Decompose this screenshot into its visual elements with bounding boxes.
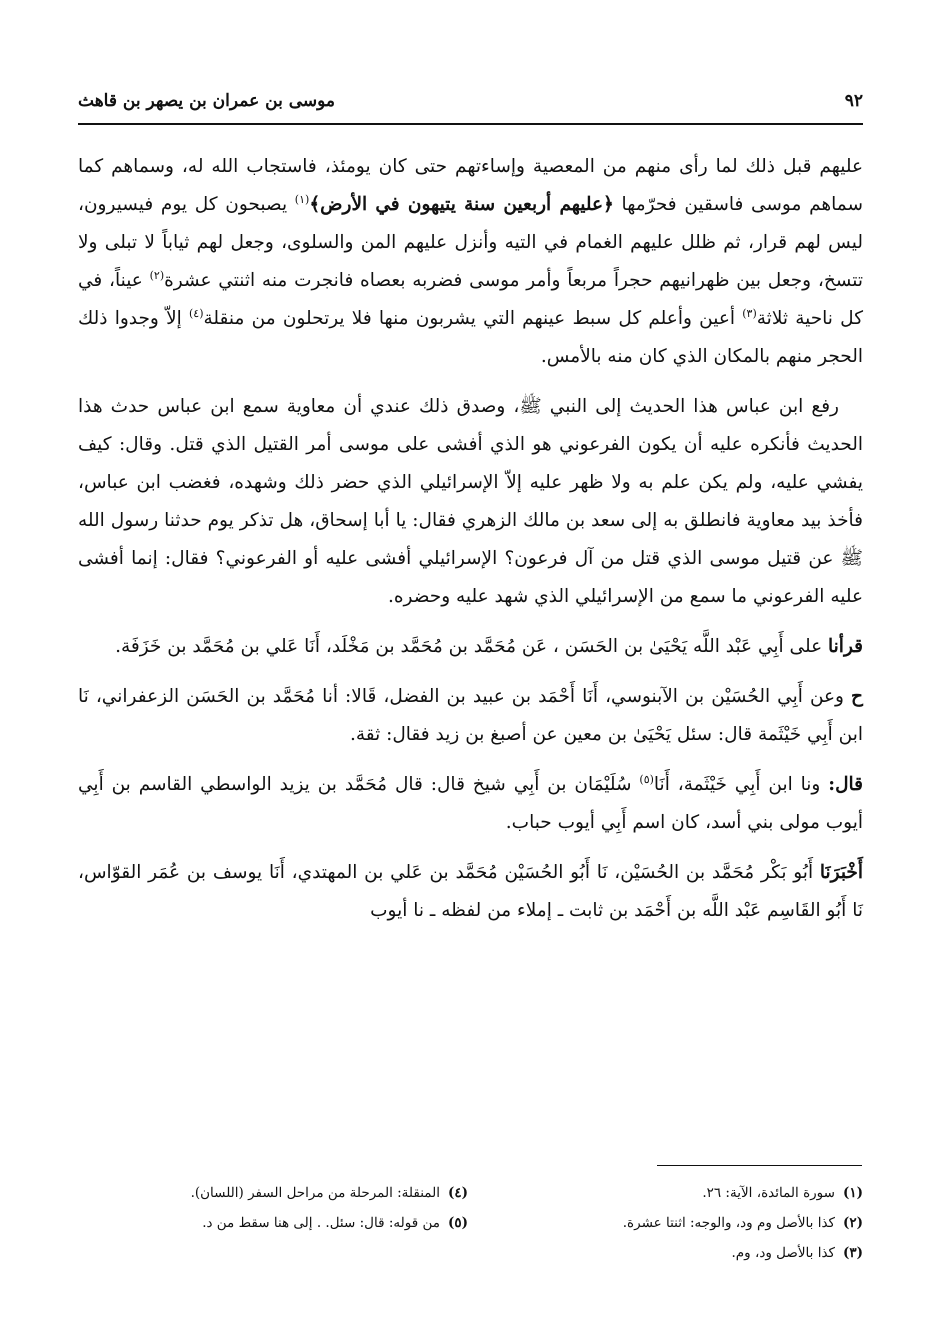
footnote-ref: (١) (294, 192, 310, 206)
footnotes (78, 1178, 863, 1268)
paragraph-text: يصبحون كل يوم فيسيرون، ليس لهم قرار، ثم ظلل عليهم الغمام في التيه وأنزل عليهم المن والسلوى، وجعل لهم ثياباً لا تبلى ولا تتسخ، وجعل بين ظهرانيهم حجراً مربعاً وأمر موسى فضربه بعصاه فانجرت منه اثنتي عشرة (78, 194, 864, 291)
footnote-text: كذا بالأصل وم ود، والوجه: اثنتا عشرة. (622, 1215, 835, 1231)
paragraph-lead-word: قال: (828, 774, 863, 795)
paragraph (78, 148, 863, 376)
main-text (78, 148, 863, 942)
paragraph-text: أعين وأعلم كل سبط عينهم التي يشربون منها فلا يرتحلون من منقلة (203, 308, 743, 329)
footnotes-right-column (473, 1178, 863, 1268)
paragraph-lead-word: ح (851, 686, 863, 707)
footnote-ref: (٥) (639, 772, 654, 786)
footnote (473, 1178, 863, 1208)
paragraph (78, 766, 863, 842)
page-number: ٩٢ (844, 91, 863, 111)
footnotes-left-column (78, 1178, 468, 1268)
paragraph-text: عيناً، في كل ناحية ثلاثة (78, 270, 864, 329)
paragraph-text: إلاّ وجدوا ذلك الحجر منهم بالمكان الذي كان منه بالأمس. (78, 308, 863, 367)
paragraph (78, 628, 863, 666)
footnote-ref: (٣) (742, 306, 757, 320)
page-header (78, 84, 863, 118)
footnote-number: (٥) (447, 1215, 468, 1231)
footnote-text: كذا بالأصل ود، وم. (731, 1245, 835, 1261)
footnote (78, 1208, 468, 1238)
paragraph-lead-word: أَخْبَرَنَا (819, 862, 863, 883)
paragraph-text: عليهم قبل ذلك لما رأى منهم من المعصية وإساءتهم حتى كان يومئذ، فاستجاب الله له، وسماهم كما سماهم موسى فاسقين فحرّمها (78, 156, 863, 215)
footnote-rule (657, 1165, 862, 1166)
footnote (473, 1238, 863, 1268)
footnote-text: المنقلة: المرحلة من مراحل السفر (اللسان). (190, 1185, 440, 1201)
footnote-number: (٢) (842, 1215, 863, 1231)
footnote-text: سورة المائدة، الآية: ٢٦. (702, 1185, 835, 1201)
paragraph (78, 854, 863, 930)
quran-quote: ﴿عليهم أربعين سنة يتيهون في الأرض﴾ (309, 194, 614, 215)
footnote-ref: (٤) (189, 306, 204, 320)
paragraph-text: ونا ابن أَبِي خَيْثَمة، أَنَا (653, 774, 829, 795)
footnote (473, 1208, 863, 1238)
paragraph-lead-word: قرأنا (828, 636, 863, 657)
header-rule (78, 123, 863, 125)
footnote-text: من قوله: قال: سئل. . إلى هنا سقط من د. (202, 1215, 440, 1231)
paragraph (78, 678, 863, 754)
paragraph-text: على أَبِي عَبْد اللَّه يَحْيَىٰ بن الحَسَن ، عَن مُحَمَّد بن مُحَمَّد بن مَخْلَد، أَنَا عَلي بن مُحَمَّد بن خَزَفَة. (115, 636, 829, 657)
footnote (78, 1178, 468, 1208)
paragraph (78, 388, 863, 616)
footnote-number: (٣) (842, 1245, 863, 1261)
paragraph-text: وعن أَبِي الحُسَيْن بن الآبنوسي، أَنَا أَحْمَد بن عبيد بن الفضل، قَالا: أنا مُحَمَّد بن الحَسَن الزعفراني، نَا ابن أَبِي خَيْثَمة قال: سئل يَحْيَىٰ بن معين عن أصبغ بن زيد فقال: ثقة. (78, 686, 863, 745)
paragraph-text: سُلَيْمَان بن أَبِي شيخ قال: قال مُحَمَّد بن يزيد الواسطي القاسم بن أَبِي أيوب مولى بني أسد، كان اسم أَبِي أيوب حباب. (78, 774, 863, 833)
footnote-number: (١) (842, 1185, 863, 1201)
paragraph-text: رفع ابن عباس هذا الحديث إلى النبي ﷺ، وصدق ذلك عندي أن معاوية سمع ابن عباس حدث هذا الحديث فأنكره عليه أن يكون الفرعوني هو الذي أفشى على موسى أمر القتيل الذي قتل. وقال: كيف يفشي عليه، ولم يكن علم به ولا ظهر عليه إلاّ الإسرائيلي الذي حضر ذلك وشهده، فغضب ابن عباس، فأخذ بيد معاوية فانطلق به إلى سعد بن مالك الزهري فقال: يا أبا إسحاق، هل تذكر يوم حدثنا رسول الله ﷺ عن قتيل موسى الذي قتل من آل فرعون؟ الإسرائيلي أفشى عليه أو الفرعوني؟ فقال: إنما أفشى عليه الفرعوني ما سمع من الإسرائيلي الذي شهد عليه وحضره. (78, 396, 863, 607)
running-title: موسى بن عمران بن يصهر بن قاهث (78, 91, 336, 111)
paragraph-text: أَبُو بَكْر مُحَمَّد بن الحُسَيْن، نَا أَبُو الحُسَيْن مُحَمَّد بن عَلي بن المهتدي، أَنَا يوسف بن عُمَر القوّاس، نَا أَبُو القَاسِم عَبْد اللَّه بن أَحْمَد بن ثابت ـ إملاء من لفظه ـ نا أيوب (78, 862, 863, 921)
footnote-number: (٤) (447, 1185, 468, 1201)
footnote-ref: (٢) (149, 268, 165, 282)
